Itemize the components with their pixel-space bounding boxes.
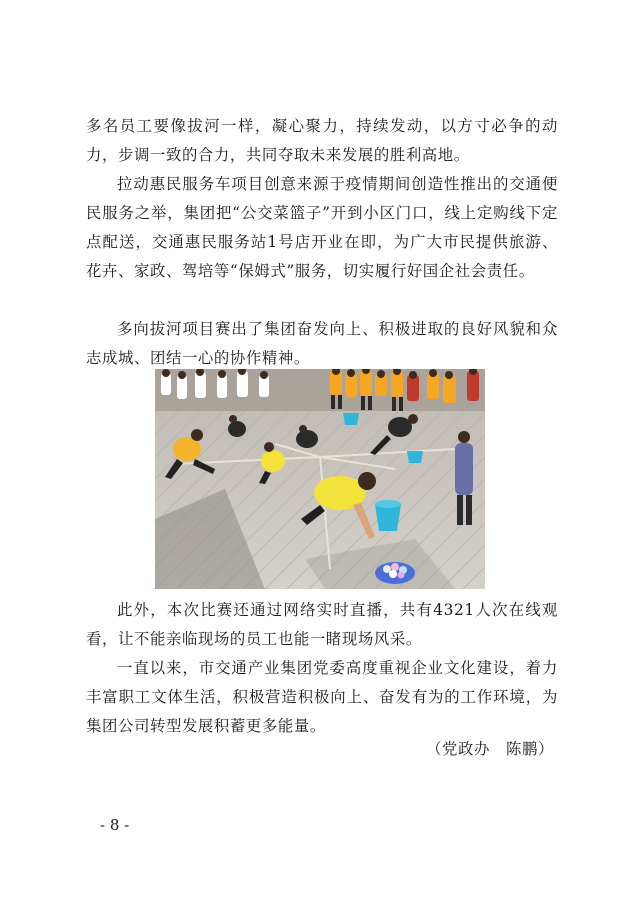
paragraph-3: 多向拔河项目赛出了集团奋发向上、积极进取的良好风貌和众志成城、团结一心的协作精神。 xyxy=(86,320,558,367)
background-crowd xyxy=(155,369,485,411)
tug-of-war-photo xyxy=(155,369,485,589)
paragraph-4: 此外，本次比赛还通过网络实时直播，共有4321人次在线观看，让不能亲临现场的员工也能一睹现场风采。 xyxy=(86,601,558,648)
paragraph-2: 拉动惠民服务车项目创意来源于疫情期间创造性推出的交通便民服务之举，集团把“公交菜篮子”开到小区门口，线上定购线下定点配送，交通惠民服务站1号店开业在即，为广大市民提供旅游、花卉、家政、驾培等“保姆式”服务，切实履行好国企社会责任。 xyxy=(86,175,558,280)
paragraph-5: 一直以来，市交通产业集团党委高度重视企业文化建设，着力丰富职工文体生活，积极营造积极向上、奋发有为的工作环境，为集团公司转型发展积蓄更多能量。 xyxy=(86,659,558,735)
ball-basket xyxy=(375,562,415,584)
byline: （党政办 陈鹏） xyxy=(426,740,554,758)
tug-of-war-illustration xyxy=(155,369,485,589)
paragraph-1: 多名员工要像拔河一样，凝心聚力，持续发动，以方寸必争的动力，步调一致的合力，共同夺取未来发展的胜利高地。 xyxy=(86,117,558,164)
page-number: - 8 - xyxy=(100,816,130,834)
